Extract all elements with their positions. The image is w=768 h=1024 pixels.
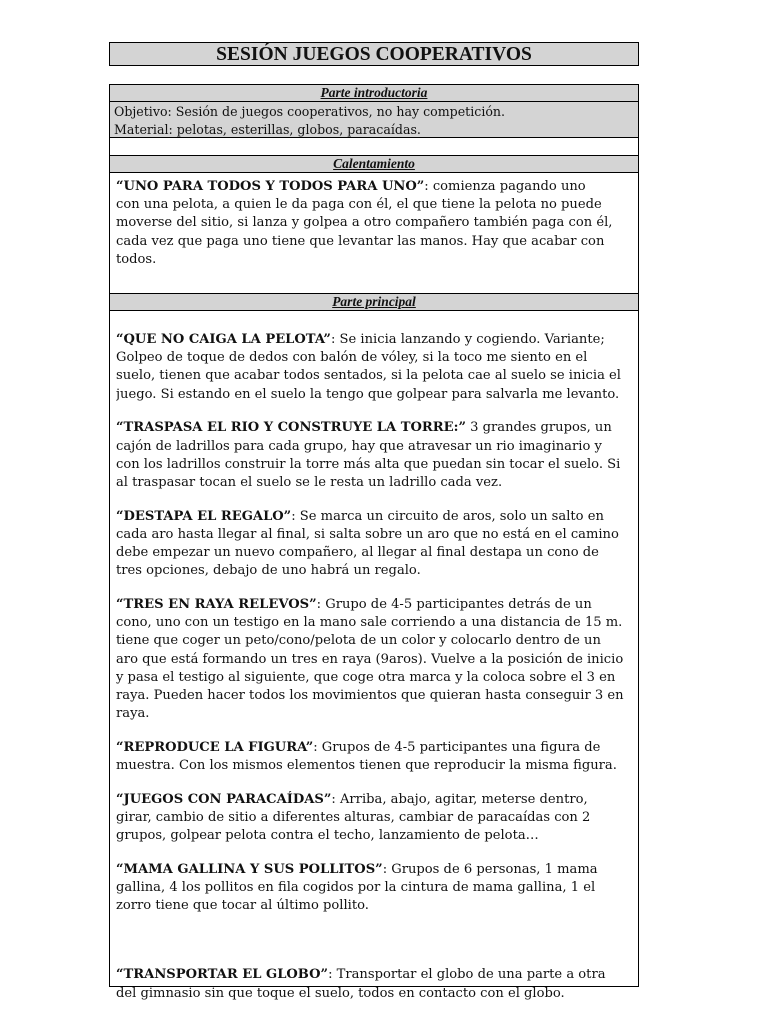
game-line: cada aro hasta llegar al final, si salta sobre un aro que no está en el camino <box>116 526 619 542</box>
game-line <box>116 861 634 879</box>
game-name: “JUEGOS CON PARACAÍDAS” <box>116 791 332 807</box>
game-line: del gimnasio sin que toque el suelo, todos en contacto con el globo. <box>116 985 565 1001</box>
game-line <box>116 791 634 809</box>
game-line-text: : Grupos de 6 personas, 1 mama <box>382 861 598 877</box>
game-line: muestra. Con los mismos elementos tienen que reproducir la misma figura. <box>116 758 617 774</box>
warmup-line: con una pelota, a quien le da paga con él, el que tiene la pelota no puede <box>116 197 602 213</box>
intro-body <box>110 102 638 138</box>
game-line-text: : Grupos de 4-5 participantes una figura de <box>313 739 601 755</box>
warmup-body <box>110 173 638 294</box>
game-block <box>116 791 634 846</box>
game-line <box>116 739 634 757</box>
game-line-text: : Grupo de 4-5 participantes detrás de un <box>316 596 592 612</box>
intro-section <box>109 84 639 156</box>
game-line: tres opciones, debajo de uno habrá un regalo. <box>116 563 421 579</box>
principal-body <box>110 311 638 1003</box>
game-block <box>116 739 634 775</box>
game-line <box>116 419 634 437</box>
warmup-line: todos. <box>116 251 157 267</box>
material-text: Material: pelotas, esterillas, globos, paracaídas. <box>114 121 421 137</box>
game-block <box>116 419 634 492</box>
game-line: raya. Pueden hacer todos los movimientos que quieran hasta conseguir 3 en <box>116 687 624 703</box>
warmup-line: cada vez que paga uno tiene que levantar las manos. Hay que acabar con <box>116 233 605 249</box>
game-line-text: : Se inicia lanzando y cogiendo. Variante; <box>330 332 605 347</box>
game-name: “TRANSPORTAR EL GLOBO” <box>116 967 329 983</box>
game-line: tiene que coger un peto/cono/pelota de un color y colocarlo dentro de un <box>116 633 601 649</box>
warmup-header: Calentamiento <box>110 156 638 173</box>
game-block <box>116 508 634 581</box>
principal-header: Parte principal <box>110 294 638 311</box>
game-line-text: : Arriba, abajo, agitar, meterse dentro, <box>331 791 588 807</box>
game-line: con los ladrillos construir la torre más alta que puedan sin tocar el suelo. Si <box>116 456 621 472</box>
game-name: “TRES EN RAYA RELEVOS” <box>116 596 317 612</box>
game-line: cajón de ladrillos para cada grupo, hay que atravesar un rio imaginario y <box>116 438 602 454</box>
game-line: juego. Si estando en el suelo la tengo que golpear para salvarla me levanto. <box>116 386 620 402</box>
game-block <box>116 966 634 1002</box>
game-line: cono, uno con un testigo en la mano sale corriendo a una distancia de 15 m. <box>116 615 623 631</box>
game-line: gallina, 4 los pollitos en fila cogidos por la cintura de mama gallina, 1 el <box>116 880 596 896</box>
game-name: “DESTAPA EL REGALO” <box>116 508 292 524</box>
warmup-line: moverse del sitio, si lanza y golpea a otro compañero también paga con él, <box>116 215 613 231</box>
game-line <box>116 331 634 349</box>
game-line: aro que está formando un tres en raya (9aros). Vuelve a la posición de inicio <box>116 651 624 667</box>
game-line: y pasa el testigo al siguiente, que coge otra marca y la coloca sobre el 3 en <box>116 669 616 685</box>
game-line: suelo, tienen que acabar todos sentados, si la pelota cae al suelo se inicia el <box>116 368 621 384</box>
intro-header: Parte introductoria <box>110 85 638 102</box>
session-title: SESIÓN JUEGOS COOPERATIVOS <box>109 42 639 66</box>
game-block <box>116 331 634 404</box>
game-line <box>116 966 634 984</box>
game-line-text: : Se marca un circuito de aros, solo un salto en <box>291 508 604 524</box>
game-name: “REPRODUCE LA FIGURA” <box>116 739 314 755</box>
objective-text: Objetivo: Sesión de juegos cooperativos, no hay competición. <box>114 104 506 119</box>
warmup-line <box>116 178 634 196</box>
game-line: grupos, golpear pelota contra el techo, lanzamiento de pelota… <box>116 828 539 844</box>
game-line: Golpeo de toque de dedos con balón de vóley, si la toco me siento en el <box>116 350 588 366</box>
game-line: zorro tiene que tocar al último pollito. <box>116 898 369 914</box>
game-line-text: 3 grandes grupos, un <box>465 420 612 436</box>
game-line <box>116 596 634 614</box>
game-name: “MAMA GALLINA Y SUS POLLITOS” <box>116 861 383 877</box>
game-line: al traspasar tocan el suelo se le resta un ladrillo cada vez. <box>116 474 503 490</box>
game-name: “TRASPASA EL RIO Y CONSTRUYE LA TORRE:” <box>116 420 466 436</box>
game-line <box>116 508 634 526</box>
activities-section <box>109 155 639 1001</box>
game-block <box>116 596 634 723</box>
game-line: raya. <box>116 706 150 722</box>
game-line-text: : Transportar el globo de una parte a otra <box>328 967 606 983</box>
warmup-game-name: “UNO PARA TODOS Y TODOS PARA UNO” <box>116 179 425 194</box>
game-line: girar, cambio de sitio a diferentes alturas, cambiar de paracaídas con 2 <box>116 809 591 825</box>
game-name: “QUE NO CAIGA LA PELOTA” <box>116 332 331 347</box>
game-line: debe empezar un nuevo compañero, al llegar al final destapa un cono de <box>116 545 599 561</box>
game-block <box>116 861 634 916</box>
warmup-line-text: : comienza pagando uno <box>424 179 586 194</box>
